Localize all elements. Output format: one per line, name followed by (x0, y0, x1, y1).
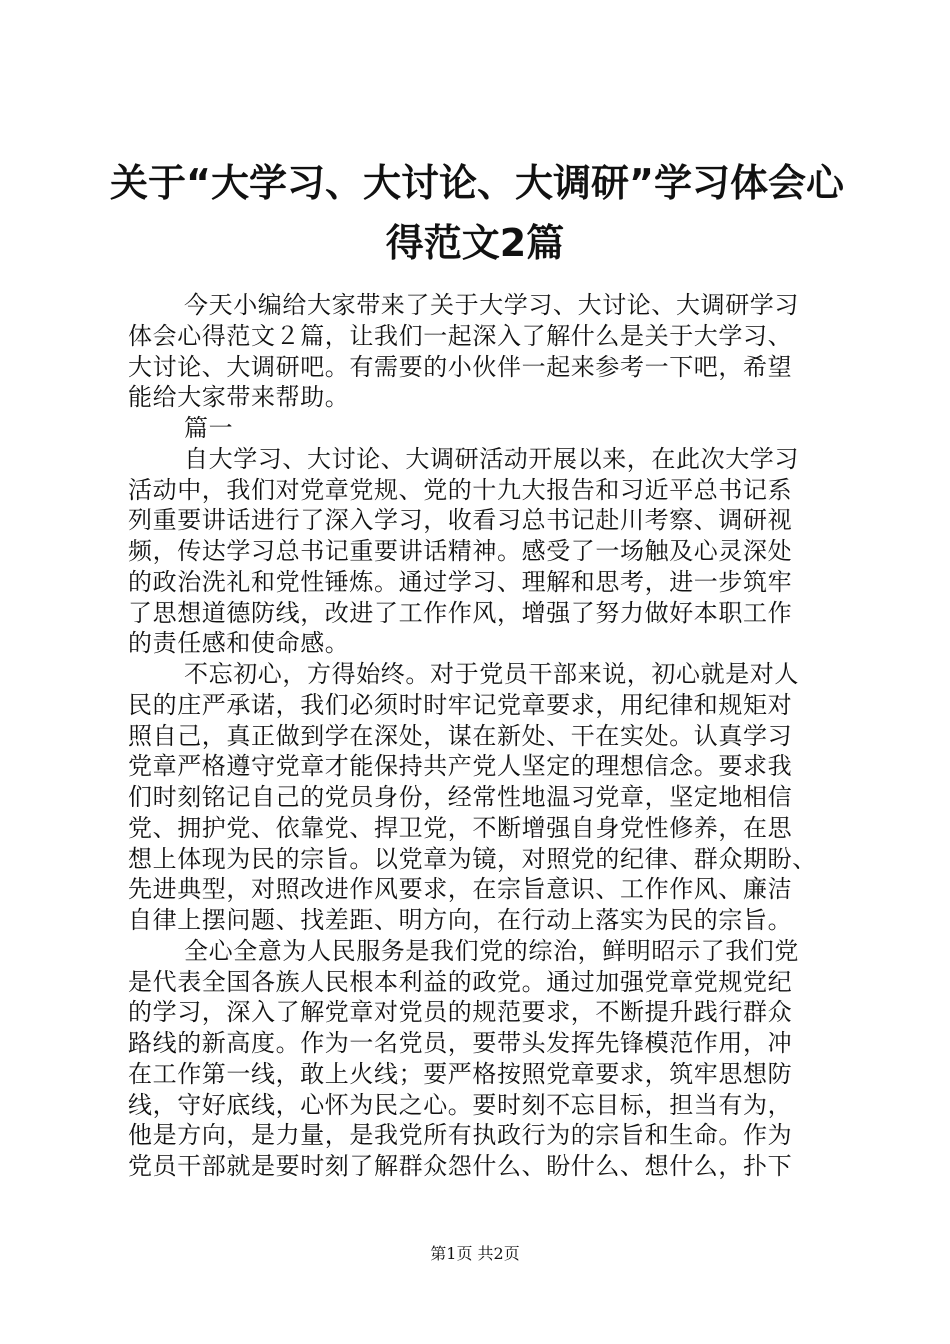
document-title-line-2: 得范文2篇 (385, 221, 565, 265)
text-line: 频，传达学习总书记重要讲话精神。感受了一场触及心灵深处 (128, 537, 793, 565)
page-footer: 第1页 共2页 (430, 1244, 520, 1263)
text-line: 党员干部就是要时刻了解群众怨什么、盼什么、想什么，扑下 (128, 1152, 793, 1180)
text-line: 全心全意为人民服务是我们党的综治，鲜明昭示了我们党 (184, 936, 799, 965)
text-line: 他是方向，是力量，是我党所有执政行为的宗旨和生命。作为 (128, 1121, 793, 1150)
text-line: 们时刻铭记自己的党员身份，经常性地温习党章，坚定地相信 (128, 783, 793, 811)
text-line: 自律上摆问题、找差距、明方向，在行动上落实为民的宗旨。 (128, 906, 793, 934)
document-title-line-1: 关于“大学习、大讨论、大调研”学习体会心 (110, 161, 844, 205)
text-line: 不忘初心，方得始终。对于党员干部来说，初心就是对人 (184, 660, 799, 688)
text-line: 党章严格遵守党章才能保持共产党人坚定的理想信念。要求我 (128, 752, 793, 781)
text-line: 先进典型，对照改进作风要求，在宗旨意识、工作作风、廉洁 (128, 875, 793, 904)
text-line: 大讨论、大调研吧。有需要的小伙伴一起来参考一下吧，希望 (128, 352, 793, 381)
text-line: 列重要讲话进行了深入学习，收看习总书记赴川考察、调研视 (128, 506, 793, 535)
text-line: 活动中，我们对党章党规、党的十九大报告和习近平总书记系 (128, 475, 793, 504)
text-line: 路线的新高度。作为一名党员，要带头发挥先锋模范作用，冲 (128, 1029, 793, 1057)
text-line: 在工作第一线，敢上火线；要严格按照党章要求，筑牢思想防 (128, 1059, 793, 1088)
text-line: 能给大家带来帮助。 (128, 383, 350, 412)
text-line: 的政治洗礼和党性锤炼。通过学习、理解和思考，进一步筑牢 (128, 567, 793, 596)
text-line: 的学习，深入了解党章对党员的规范要求，不断提升践行群众 (128, 998, 793, 1027)
text-line: 是代表全国各族人民根本利益的政党。通过加强党章党规党纪 (128, 967, 793, 996)
text-line: 民的庄严承诺，我们必须时时牢记党章要求，用纪律和规矩对 (128, 690, 793, 719)
text-line: 照自己，真正做到学在深处，谋在新处、干在实处。认真学习 (128, 721, 793, 750)
text-line: 想上体现为民的宗旨。以党章为镜，对照党的纪律、群众期盼、 (128, 844, 817, 873)
text-line: 党、拥护党、依靠党、捍卫党，不断增强自身党性修养，在思 (128, 813, 793, 842)
text-line: 了思想道德防线，改进了工作作风，增强了努力做好本职工作 (128, 598, 793, 627)
text-line: 今天小编给大家带来了关于大学习、大讨论、大调研学习 (184, 291, 799, 319)
section-heading: 篇一 (184, 414, 234, 442)
text-line: 线，守好底线，心怀为民之心。要时刻不忘目标，担当有为， (128, 1090, 793, 1119)
text-line: 自大学习、大讨论、大调研活动开展以来，在此次大学习 (184, 444, 799, 473)
text-line: 体会心得范文２篇，让我们一起深入了解什么是关于大学习、 (128, 321, 793, 350)
document-body (128, 290, 848, 1182)
text-line: 的责任感和使命感。 (128, 629, 350, 658)
